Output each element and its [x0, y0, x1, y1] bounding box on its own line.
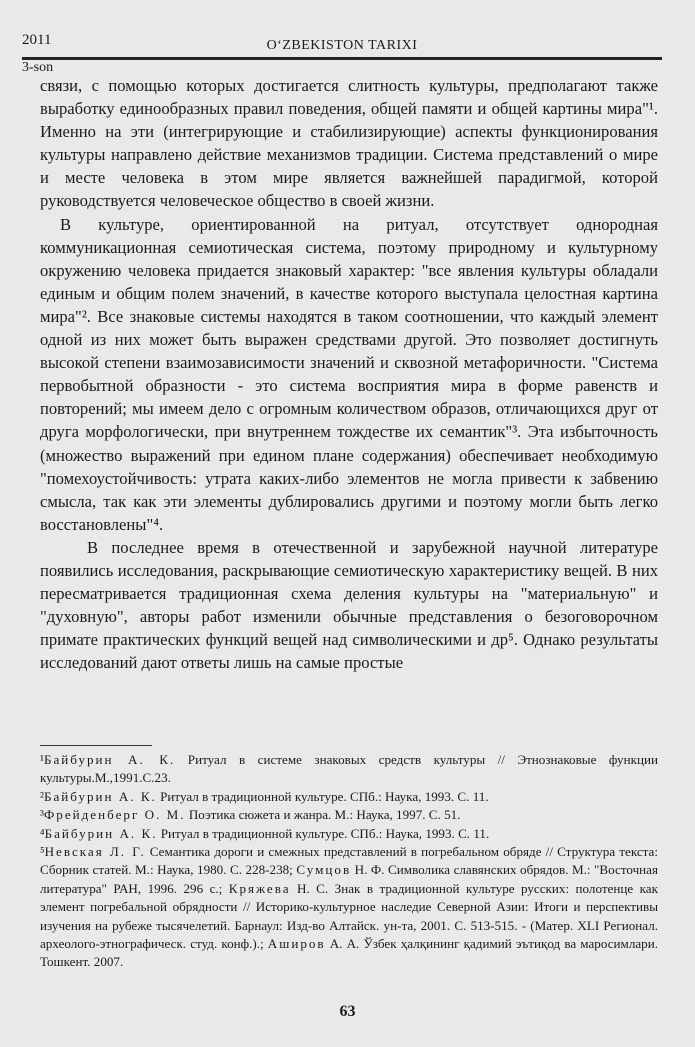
issue-number: 3-son [22, 60, 54, 75]
footnote-text: А. А. Ўзбек ҳалқининг қадимий эътиқод ва маросимлари. Тошкент. 2007. [40, 936, 658, 970]
footnote-author: Байбурин А. К. [43, 752, 176, 767]
paragraph-3: В последнее время в отечественной и зарубежной научной литературе появились исследования, раскрывающие семиотическую характеристику вещей. В них пересматривается традиционная схема деления культуры на "материальную" и "духовную", авторы работ изменили обычные представления о безоговорочном примате практических функций вещей над символическими и др⁵. Однако результаты исследований дают ответы лишь на самые простые [40, 537, 658, 673]
running-header [22, 30, 662, 62]
footnote-5 [40, 843, 658, 972]
footnotes [40, 751, 658, 972]
footnote-author: Кряжева [228, 880, 291, 896]
footnote-author: Сумцов [296, 862, 352, 878]
footnote-author: Фрейденберг О. М. [43, 807, 186, 823]
footnote-author: Аширов [267, 936, 326, 952]
footnote-text: Семантика дороги и смежных представлений в погребальном обряде // Структура текста: Сборник статей. М.: Наука, 1980. С. 228-238; [40, 844, 659, 878]
footnote-2 [40, 788, 658, 806]
footnote-author: Байбурин А. К. [43, 788, 157, 804]
footnote-text: Ритуал в традиционной культуре. СПб.: Наука, 1993. С. 11. [156, 788, 489, 804]
footnote-mark: ⁵ [40, 844, 45, 860]
footnote-1 [40, 751, 658, 788]
paragraph-1: связи, с помощью которых достигается слитность культуры, предполагают также выработку единообразных правил поведения, общей памяти и общей картины мира"¹. Именно на эти (интегрирующие и стабилизирующие) аспекты функционирования культуры направлено действие механизмов традиции. Система представлений о мире и месте человека в этом мире является важнейшей парадигмой, которой руководствуется человеческое общество в своей жизни. [40, 76, 658, 211]
footnote-text: Н. Ф. Символика славянских обрядов. М.: "Восточная литература" РАН, 1996. 296 с.; [40, 862, 659, 896]
footnote-mark: ² [40, 788, 44, 804]
header-year: 2011 [22, 32, 52, 48]
footnote-mark: ³ [40, 807, 44, 823]
footnote-text: Н. С. Знак в традиционной культуре русских: полотенце как элемент погребальной обрядности // Историко-культурное наследие Северной Азии: Итоги и перспективы изучения на рубеже тысячелетий. Барнаул: Изд-во Алтайск. ун-та, 2001. С. 513-515. - (Матер. XLI Регионал. археолого-этнографическ. студ. конф.).; [40, 880, 658, 952]
footnote-4 [40, 825, 658, 843]
page-number: 63 [339, 1003, 356, 1020]
main-text [40, 74, 658, 674]
footnote-author: Байбурин А. К. [44, 825, 158, 841]
footnote-text: Поэтика сюжета и жанра. М.: Наука, 1997. С. 51. [185, 807, 461, 823]
footnote-author: Невская Л. Г. [44, 844, 146, 860]
footnote-text: Ритуал в традиционной культуре. СПб.: Наука, 1993. С. 11. [157, 825, 490, 841]
journal-title: O‘ZBEKISTON TARIXI [266, 38, 418, 53]
header-rule [22, 57, 662, 60]
footnote-text: Ритуал в системе знаковых средств культуры // Этнознаковые функции культуры.М.,1991.С.23. [40, 752, 658, 786]
paragraph-2: В культуре, ориентированной на ритуал, отсутствует однородная коммуникационная семиотическая система, поэтому природному и культурному окружению человека придается знаковый характер: "все явления культуры обладали единым и общим полем значений, в качестве которого выступала целостная картина мира"². Все знаковые системы находятся в таком соотношении, что каждый элемент одной из них может быть выражен средствами другой. Это позволяет достигнуть высокой степени взаимозависимости значений и сквозной метафоричности. "Система первобытной образности - это система восприятия мира в форме равенств и повторений; мы имеем дело с огромным количеством образов, отличающихся друг от друга морфологически, при внутреннем тождестве их семантик"³. Эта избыточность (множество выражений при едином плане содержания) обеспечивает необходимую "помехоустойчивость: утрата каких-либо элементов не могла привести к забвению смысла, так как эти элементы дублировались другими и поэтому могли быть легко восстановлены"⁴. [40, 214, 658, 534]
footnote-separator [40, 745, 152, 746]
footnote-mark: ¹ [40, 752, 44, 767]
footnote-3 [40, 806, 658, 824]
footnote-mark: ⁴ [40, 825, 45, 841]
